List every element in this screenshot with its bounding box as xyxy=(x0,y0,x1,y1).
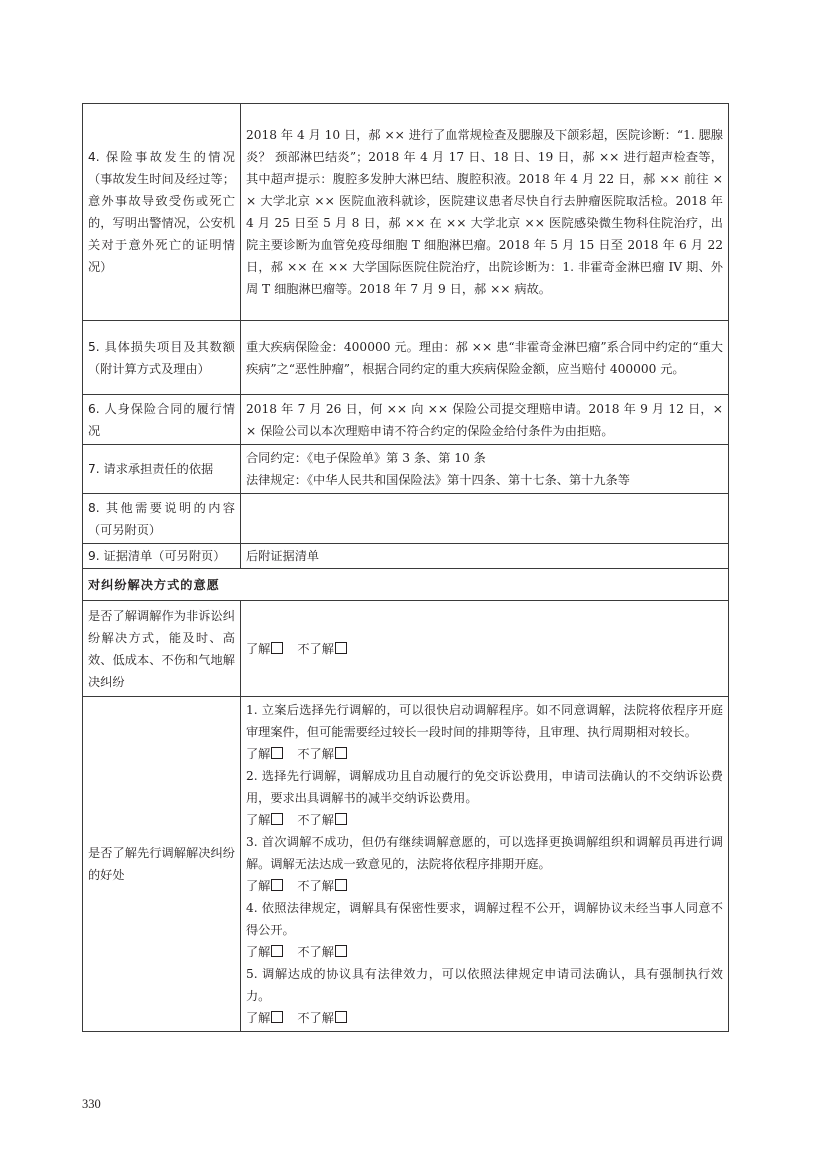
row-content: 后附证据清单 xyxy=(241,544,729,569)
checkbox[interactable] xyxy=(271,642,283,654)
row-content xyxy=(241,445,729,494)
row-content xyxy=(241,494,729,544)
row-label: 4. 保险事故发生的情况（事故发生时间及经过等；意外事故导致受伤或死亡的，写明出警情况，公安机关对于意外死亡的证明情况） xyxy=(83,104,241,321)
not-understand-option[interactable]: 不了解 xyxy=(297,941,347,963)
checkbox[interactable] xyxy=(335,813,347,825)
row-content: 重大疾病保险金：400000 元。理由：郝 ×× 患“非霍奇金淋巴瘤”系合同中约定的“重大疾病”之“恶性肿瘤”，根据合同约定的重大疾病保险金额，应当赔付 400000 元。 xyxy=(241,321,729,395)
benefit-item: 3. 首次调解不成功，但仍有继续调解意愿的，可以选择更换调解组织和调解员再进行调解。调解无法达成一致意见的，法院将依程序排期开庭。 xyxy=(246,835,723,871)
row-label: 8. 其他需要说明的内容（可另附页） xyxy=(83,494,241,544)
checkbox[interactable] xyxy=(335,1011,347,1023)
contract-basis-line: 合同约定：《电子保险单》第 3 条、第 10 条 xyxy=(246,451,486,465)
row-content xyxy=(241,697,729,1032)
answer-line xyxy=(246,875,723,897)
row-label: 是否了解先行调解解决纠纷的好处 xyxy=(83,697,241,1032)
section-title: 对纠纷解决方式的意愿 xyxy=(83,569,729,601)
row-content: 2018 年 7 月 26 日，何 ×× 向 ×× 保险公司提交理赔申请。2018 年 9 月 12 日，×× 保险公司以本次理赔申请不符合约定的保险金给付条件为由拒赔。 xyxy=(241,395,729,445)
answer-line xyxy=(246,941,723,963)
row-other-notes xyxy=(83,494,729,544)
row-loss-items xyxy=(83,321,729,395)
checkbox[interactable] xyxy=(335,879,347,891)
checkbox[interactable] xyxy=(271,1011,283,1023)
row-accident-circumstances xyxy=(83,104,729,321)
understand-option[interactable]: 了解 xyxy=(246,941,283,963)
row-contract-performance xyxy=(83,395,729,445)
benefit-item: 4. 依照法律规定，调解具有保密性要求，调解过程不公开，调解协议未经当事人同意不得公开。 xyxy=(246,901,723,937)
checkbox[interactable] xyxy=(335,747,347,759)
law-basis-line: 法律规定：《中华人民共和国保险法》第十四条、第十七条、第十九条等 xyxy=(246,473,630,487)
understand-option[interactable]: 了解 xyxy=(246,638,283,660)
benefit-item: 2. 选择先行调解，调解成功且自动履行的免交诉讼费用，申请司法确认的不交纳诉讼费用，要求出具调解书的减半交纳诉讼费用。 xyxy=(246,769,723,805)
row-prior-mediation-benefits xyxy=(83,697,729,1032)
row-label: 是否了解调解作为非诉讼纠纷解决方式，能及时、高效、低成本、不伤和气地解决纠纷 xyxy=(83,601,241,697)
benefit-item: 1. 立案后选择先行调解的，可以很快启动调解程序。如不同意调解，法院将依程序开庭审理案件，但可能需要经过较长一段时间的排期等待，且审理、执行周期相对较长。 xyxy=(246,703,723,739)
not-understand-option[interactable]: 不了解 xyxy=(297,743,347,765)
checkbox[interactable] xyxy=(271,879,283,891)
row-label: 6. 人身保险合同的履行情况 xyxy=(83,395,241,445)
checkbox[interactable] xyxy=(271,945,283,957)
page-number: 330 xyxy=(82,1097,101,1111)
row-evidence-list xyxy=(83,544,729,569)
checkbox[interactable] xyxy=(271,747,283,759)
benefit-item: 5. 调解达成的协议具有法律效力，可以依照法律规定申请司法确认，具有强制执行效力。 xyxy=(246,967,723,1003)
row-content: 2018 年 4 月 10 日，郝 ×× 进行了血常规检查及腮腺及下颌彩超，医院诊断：“1. 腮腺炎？ 颈部淋巴结炎”；2018 年 4 月 17 日、18 日、19 日，郝 ×× 进行超声检查等，其中超声提示：腹腔多发肿大淋巴结、腹腔积液。2018 年 4 月 22 日，郝 ×× 前往 ×× 大学北京 ×× 医院血液科就诊，医院建议患者尽快自行去肿瘤医院取活检。2018 年 4 月 25 日至 5 月 8 日，郝 ×× 在 ×× 大学北京 ×× 医院感染微生物科住院治疗，出院主要诊断为血管免疫母细胞 T 细胞淋巴瘤。2018 年 5 月 15 日至 2018 年 6 月 22 日，郝 ×× 在 ×× 大学国际医院住院治疗，出院诊断为：1. 非霍奇金淋巴瘤 IV 期、外周 T 细胞淋巴瘤等。2018 年 7 月 9 日，郝 ×× 病故。 xyxy=(241,104,729,321)
answer-line xyxy=(246,743,723,765)
row-content xyxy=(241,601,729,697)
not-understand-option[interactable]: 不了解 xyxy=(297,809,347,831)
checkbox[interactable] xyxy=(335,945,347,957)
row-mediation-awareness xyxy=(83,601,729,697)
answer-line xyxy=(246,1007,723,1029)
form-table xyxy=(82,103,729,1032)
understand-option[interactable]: 了解 xyxy=(246,875,283,897)
checkbox[interactable] xyxy=(335,642,347,654)
row-label: 9. 证据清单（可另附页） xyxy=(83,544,241,569)
row-liability-basis xyxy=(83,445,729,494)
understand-option[interactable]: 了解 xyxy=(246,1007,283,1029)
understand-option[interactable]: 了解 xyxy=(246,809,283,831)
not-understand-option[interactable]: 不了解 xyxy=(297,1007,347,1029)
not-understand-option[interactable]: 不了解 xyxy=(297,638,347,660)
not-understand-option[interactable]: 不了解 xyxy=(297,875,347,897)
row-label: 7. 请求承担责任的依据 xyxy=(83,445,241,494)
row-label: 5. 具体损失项目及其数额（附计算方式及理由） xyxy=(83,321,241,395)
checkbox[interactable] xyxy=(271,813,283,825)
section-title-row xyxy=(83,569,729,601)
answer-line xyxy=(246,809,723,831)
understand-option[interactable]: 了解 xyxy=(246,743,283,765)
